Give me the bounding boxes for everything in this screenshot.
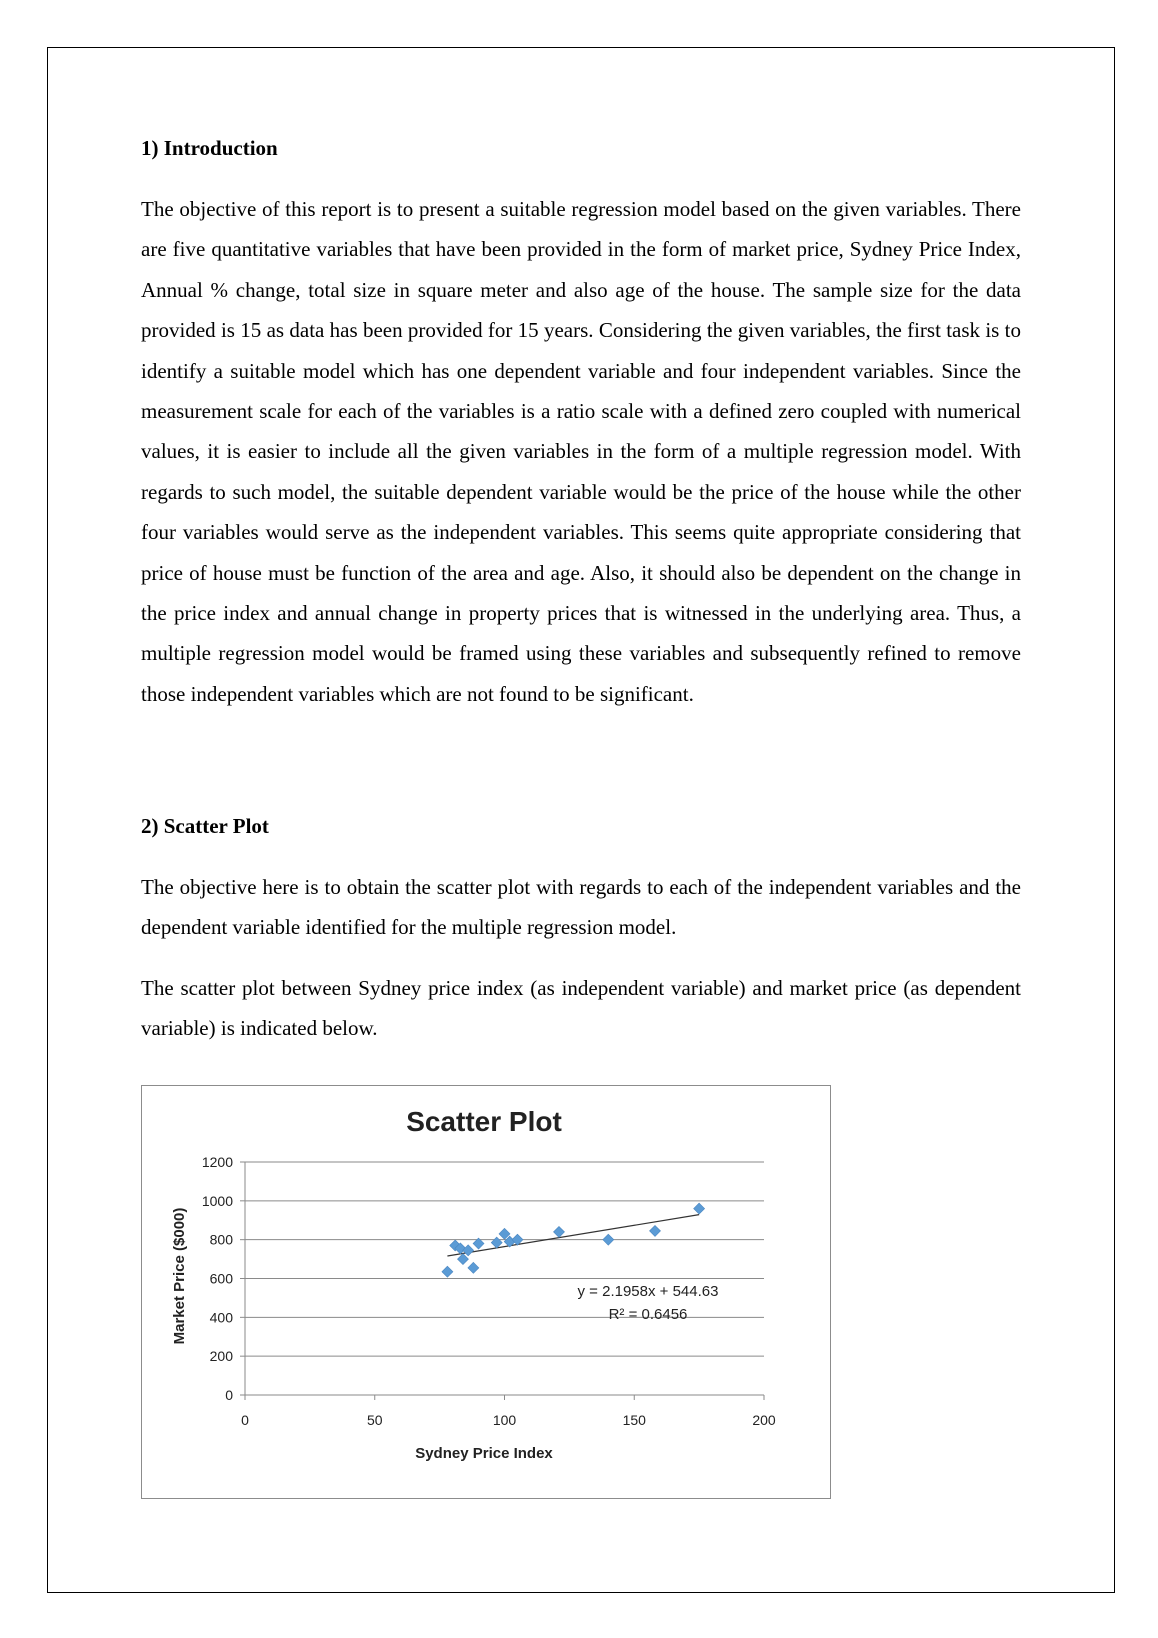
- y-tick-label: 1000: [201, 1192, 233, 1209]
- trendline-equation: y = 2.1958x + 544.63: [577, 1283, 719, 1300]
- y-tick-label: 200: [209, 1348, 233, 1365]
- y-tick-label: 400: [209, 1309, 233, 1326]
- intro-heading: 1) Introduction: [141, 136, 278, 160]
- scatter-paragraph-2: The scatter plot between Sydney price index (as independent variable) and market price (as dependent variable) is indicated below.: [141, 976, 1021, 1041]
- y-tick-label: 1200: [201, 1154, 233, 1170]
- y-tick-label: 0: [225, 1387, 233, 1403]
- x-tick-label: 200: [752, 1412, 776, 1428]
- data-point-5: [468, 1262, 479, 1273]
- y-axis-label: Market Price ($000): [171, 1207, 188, 1345]
- data-point-0: [442, 1266, 453, 1277]
- scatter-chart: [141, 1085, 831, 1499]
- intro-paragraph: The objective of this report is to present a suitable regression model based on the given variables. There are five quantitative variables that have been provided in the form of market price, Sydney Price Index, Annual % change, total size in square meter and also age of the house. The sample size for the data provided is 15 as data has been provided for 15 years. Considering the given variables, the first task is to identify a suitable model which has one dependent variable and four independent variables. Since the measurement scale for each of the variables is a ratio scale with a defined zero coupled with numerical values, it is easier to include all the given variables in the form of a multiple regression model. With regards to such model, the suitable dependent variable would be the price of the house while the other four variables would serve as the independent variables. This seems quite appropriate considering that price of house must be function of the area and age. Also, it should also be dependent on the change in the price index and annual change in property prices that is witnessed in the underlying area. Thus, a multiple regression model would be framed using these variables and subsequently refined to remove those independent variables which are not found to be significant.: [141, 197, 1021, 706]
- scatter-paragraph-1: The objective here is to obtain the scatter plot with regards to each of the independent variables and the dependent variable identified for the multiple regression model.: [141, 875, 1021, 940]
- chart-title: Scatter Plot: [406, 1106, 562, 1137]
- data-point-12: [603, 1234, 614, 1245]
- data-point-7: [491, 1237, 502, 1248]
- trendline: [447, 1215, 699, 1256]
- x-axis-label: Sydney Price Index: [415, 1445, 553, 1462]
- x-tick-label: 150: [622, 1412, 646, 1428]
- y-tick-label: 800: [209, 1231, 233, 1248]
- trendline-layer: [447, 1215, 699, 1256]
- scatter-heading: 2) Scatter Plot: [141, 814, 269, 838]
- scatter-chart-svg: [142, 1086, 830, 1498]
- data-point-3: [457, 1254, 468, 1265]
- gridlines: [245, 1162, 764, 1356]
- y-tick-label: 600: [209, 1270, 233, 1287]
- r-squared-label: R² = 0.6456: [608, 1306, 688, 1323]
- data-point-13: [650, 1225, 661, 1236]
- x-tick-label: 100: [492, 1412, 517, 1428]
- data-point-11: [553, 1226, 564, 1237]
- x-tick-label: 0: [241, 1412, 249, 1428]
- data-point-14: [694, 1203, 705, 1214]
- x-tick-label: 50: [366, 1412, 383, 1428]
